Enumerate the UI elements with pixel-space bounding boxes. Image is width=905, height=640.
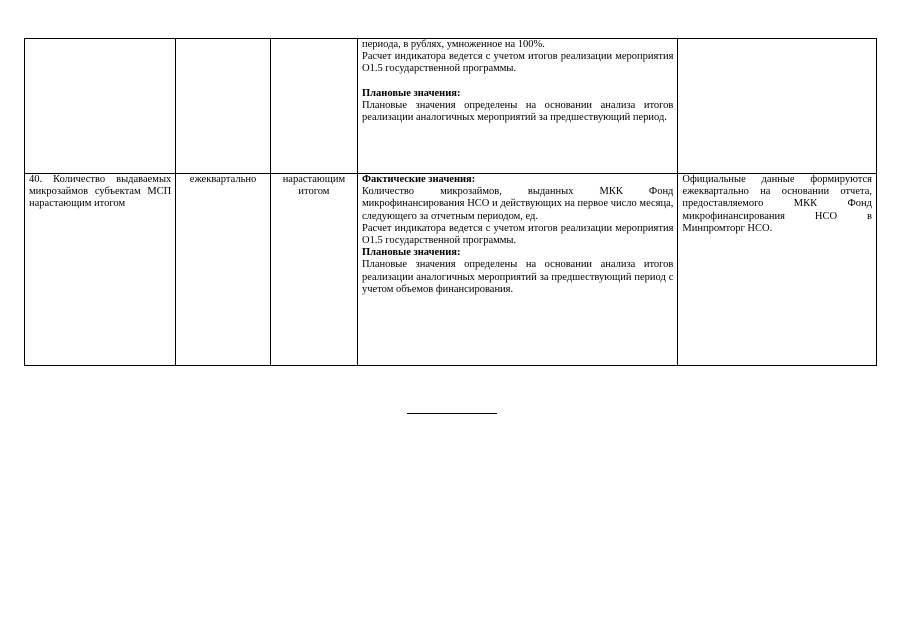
- cell-source: Официальные данные формируются ежеквартально на основании отчета, предоставляемого МКК Фонд микрофинансирования НСО в Минпромторг НСО.: [678, 174, 877, 366]
- methodology-line-1: периода, в рублях, умноженное на 100%.: [362, 39, 545, 50]
- cell-accumulation: нарастающим итогом: [270, 174, 357, 366]
- cell-methodology: [358, 39, 678, 174]
- plan-heading: Плановые значения:: [362, 87, 461, 99]
- fact-text: Количество микрозаймов, выданных МКК Фонд микрофинансирования НСО и действующих на первое число месяца, следующего за отчетным периодом, ед.: [362, 186, 674, 222]
- cell-indicator-name-empty: [25, 39, 176, 174]
- table-row-40: [25, 174, 877, 366]
- table-corner-mark: [24, 365, 27, 366]
- spacer: [362, 76, 673, 88]
- plan-text: Плановые значения определены на основании анализа итогов реализации аналогичных мероприятий за предшествующий период.: [362, 100, 674, 124]
- footer-rule: [407, 413, 497, 414]
- cell-indicator-name: 40. Количество выдаваемых микрозаймов субъектам МСП нарастающим итогом: [25, 174, 176, 366]
- cell-periodicity-empty: [176, 39, 271, 174]
- cell-source-empty: [678, 39, 877, 174]
- fact-heading: Фактические значения:: [362, 174, 476, 185]
- indicator-table: [24, 38, 877, 366]
- cell-methodology-40: [358, 174, 678, 366]
- cell-accumulation-empty: [270, 39, 357, 174]
- plan-text-40: Плановые значения определены на основании анализа итогов реализации аналогичных мероприятий за предшествующий период с учетом объемов финансирования.: [362, 259, 674, 295]
- calc-text: Расчет индикатора ведется с учетом итогов реализации мероприятия О1.5 государственной программы.: [362, 222, 674, 247]
- methodology-line-2: Расчет индикатора ведется с учетом итогов реализации мероприятия О1.5 государственной программы.: [362, 51, 674, 75]
- plan-heading-40: Плановые значения:: [362, 247, 461, 259]
- table-row-continued: [25, 39, 877, 174]
- cell-periodicity: ежеквартально: [176, 174, 271, 366]
